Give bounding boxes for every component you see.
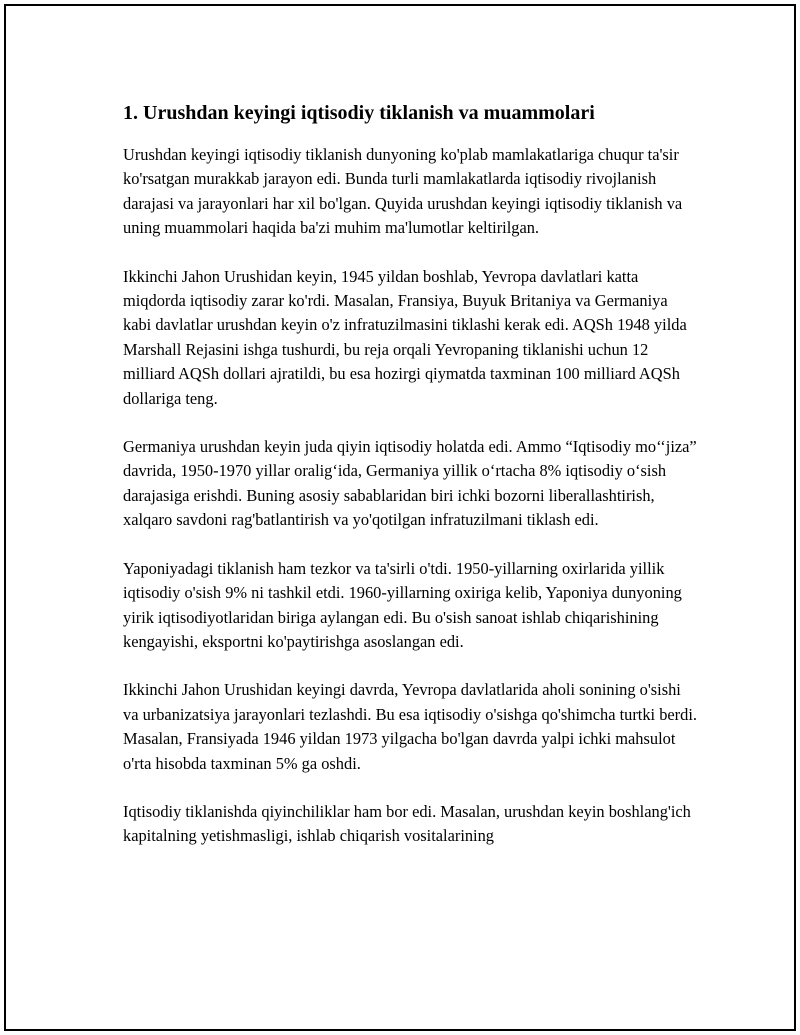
section-heading: 1. Urushdan keyingi iqtisodiy tiklanish va muammolari	[123, 102, 595, 124]
paragraph-difficulties: Iqtisodiy tiklanishda qiyinchiliklar ham bor edi. Masalan, urushdan keyin boshlang'ich kapitalning yetishmasligi, ishlab chiqarish vositalarining	[123, 801, 691, 846]
paragraph-urbanization: Ikkinchi Jahon Urushidan keyingi davrda, Yevropa davlatlarida aholi sonining o'sishi va urbanizatsiya jarayonlari tezlashdi. Bu esa iqtisodiy o'sishga qo'shimcha turtki berdi. Masalan, Fransiyada 1946 yildan 1973 yilgacha bo'lgan davrda yalpi ichki mahsulot o'rta hisobda taxminan 5% ga oshdi.	[123, 680, 697, 773]
paragraph-germany: Germaniya urushdan keyin juda qiyin iqtisodiy holatda edi. Ammo “Iqtisodiy mo‘‘jiza” davrida, 1950-1970 yillar oralig‘ida, Germaniya yillik o‘rtacha 8% iqtisodiy o‘sish darajasiga erishdi. Buning asosiy sabablaridan biri ichki bozorni liberallashtirish, xalqaro savdoni rag'batlantirish va yo'qotilgan infratuzilmani tiklash edi.	[123, 437, 697, 530]
page-frame	[4, 4, 796, 1031]
paragraph-japan: Yaponiyadagi tiklanish ham tezkor va ta'sirli o'tdi. 1950-yillarning oxirlarida yillik iqtisodiy o'sish 9% ni tashkil etdi. 1960-yillarning oxiriga kelib, Yaponiya dunyoning yirik iqtisodiyotlaridan biriga aylangan edi. Bu o'sish sanoat ishlab chiqarishining kengayishi, eksportni ko'paytirishga asoslangan edi.	[123, 558, 682, 651]
paragraph-intro: Urushdan keyingi iqtisodiy tiklanish dunyoning ko'plab mamlakatlariga chuqur ta'sir ko'rsatgan murakkab jarayon edi. Bunda turli mamlakatlarda iqtisodiy rivojlanish darajasi va jarayonlari har xil bo'lgan. Quyida urushdan keyingi iqtisodiy tiklanish va uning muammolari haqida ba'zi muhim ma'lumotlar keltirilgan.	[123, 145, 683, 238]
paragraph-europe-marshall-plan: Ikkinchi Jahon Urushidan keyin, 1945 yildan boshlab, Yevropa davlatlari katta miqdorda iqtisodiy zarar ko'rdi. Masalan, Fransiya, Buyuk Britaniya va Germaniya kabi davlatlar urushdan keyin o'z infratuzilmasini tiklashi kerak edi. AQSh 1948 yilda Marshall Rejasini ishga tushurdi, bu reja orqali Yevropaning tiklanishi uchun 12 milliard AQSh dollari ajratildi, bu esa hozirgi qiymatda taxminan 100 milliard AQSh dollariga teng.	[123, 266, 687, 408]
document-body	[123, 98, 698, 873]
